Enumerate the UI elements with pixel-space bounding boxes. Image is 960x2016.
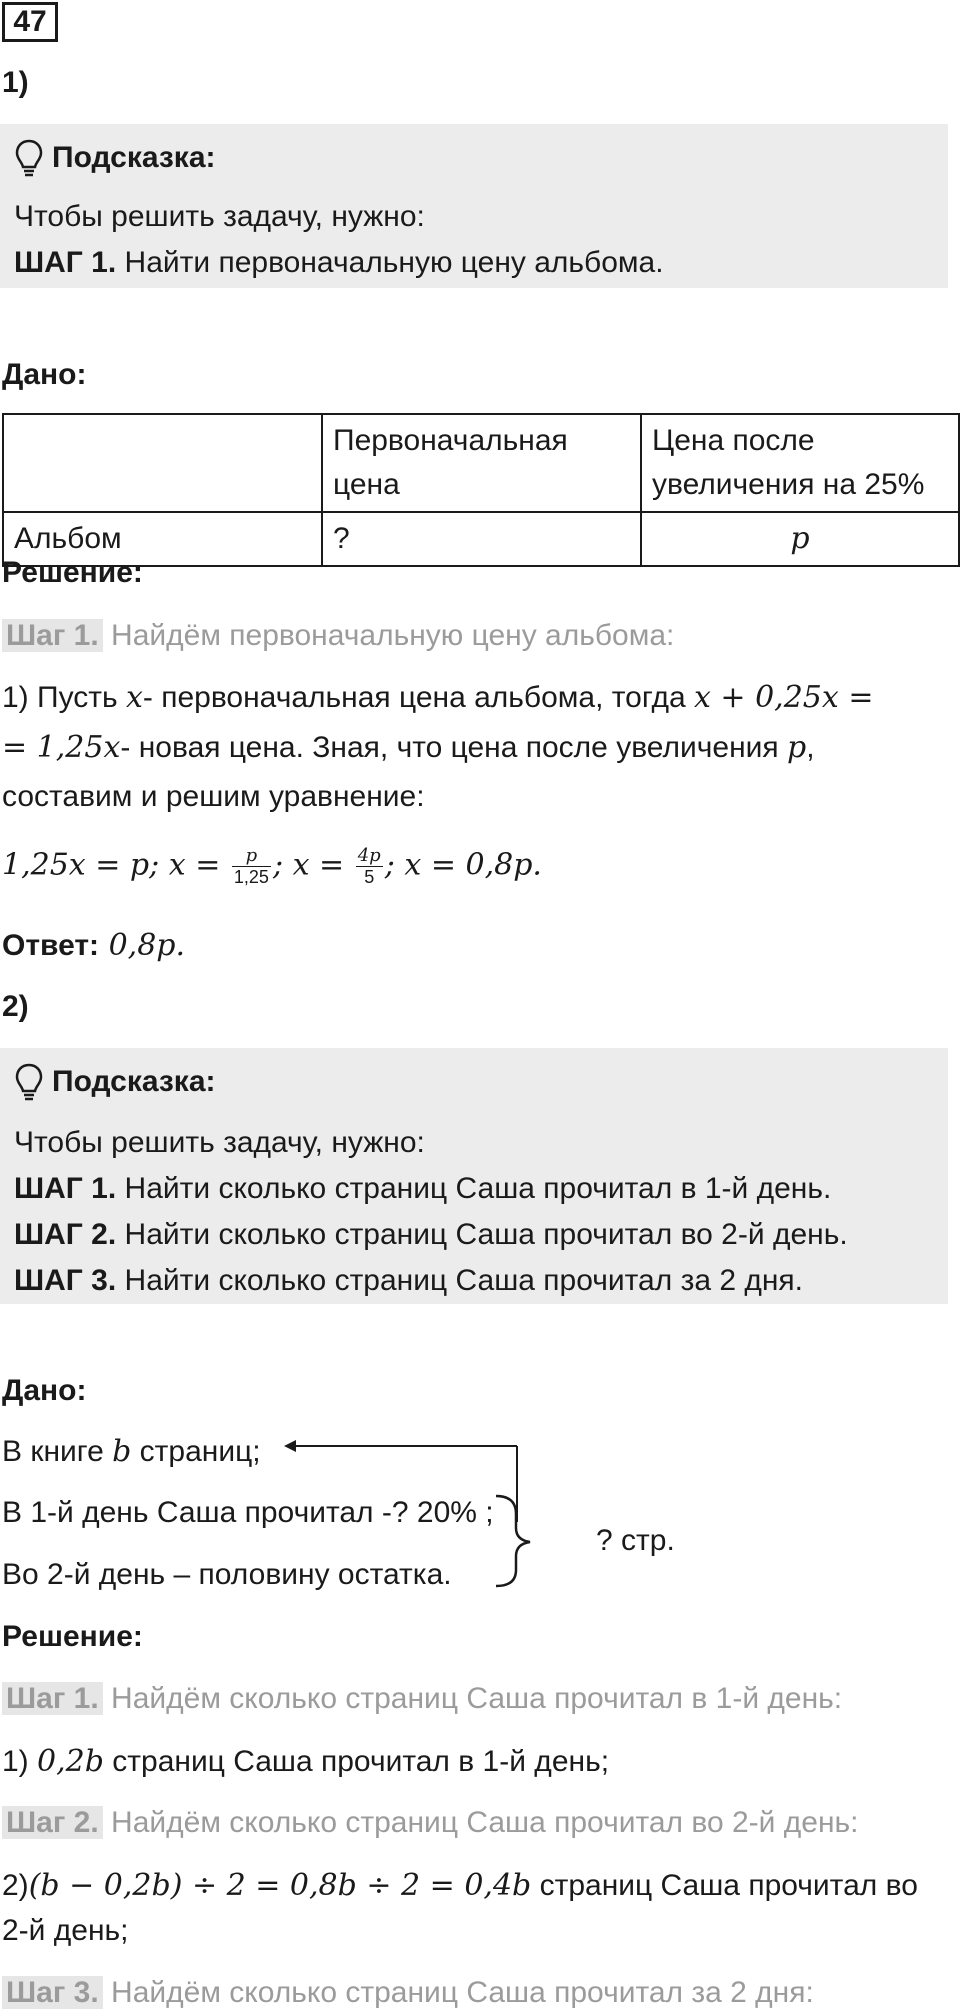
part1-given-table [2, 413, 960, 567]
brace-label: ? стр. [596, 1524, 675, 1557]
part2-step1-header: Шаг 1. Найдём сколько страниц Саша прочитал в 1-й день: [2, 1682, 842, 1716]
part1-given-label: Дано: [2, 358, 87, 391]
part2-hint-step3: ШАГ 3. Найти сколько страниц Саша прочитал за 2 дня. [14, 1264, 804, 1297]
part1-step1-header: Шаг 1. Найдём первоначальную цену альбома: [2, 619, 674, 653]
part2-step2-header: Шаг 2. Найдём сколько страниц Саша прочитал во 2-й день: [2, 1806, 859, 1840]
part1-label: 1) [2, 66, 29, 99]
part2-given-label: Дано: [2, 1374, 87, 1407]
table-cell: Альбом [3, 512, 322, 566]
lightbulb-icon [14, 138, 44, 178]
fraction: $\frac{4p}{5}$ [357, 845, 381, 887]
curly-brace [496, 1496, 530, 1586]
part2-given2: В 1-й день Саша прочитал -? 20% ; [2, 1496, 494, 1529]
part2-solution2-cont: 2-й день; [2, 1914, 129, 1947]
part2-label: 2) [2, 990, 29, 1023]
problem-number: 47 [2, 2, 58, 42]
table-row [3, 512, 959, 566]
table-cell: ? [322, 512, 641, 566]
part1-line3: составим и решим уравнение: [2, 780, 425, 813]
part1-hint-box [0, 124, 948, 288]
part2-solution1: 1) 0,2b страниц Саша прочитал в 1-й день; [2, 1744, 610, 1779]
table-header-row [3, 414, 959, 512]
part2-given1: В книге b страниц; [2, 1434, 261, 1469]
part1-solution-label: Решение: [2, 556, 143, 589]
part2-solution2: 2)(b − 0,2b) ÷ 2 = 0,8b ÷ 2 = 0,4b страниц Саша прочитал во [2, 1868, 918, 1903]
part2-hint-step2: ШАГ 2. Найти сколько страниц Саша прочитал во 2-й день. [14, 1218, 848, 1251]
part2-hint-intro: Чтобы решить задачу, нужно: [14, 1126, 425, 1159]
table-cell: Цена после увеличения на 25% [641, 414, 959, 512]
part1-line1: 1) Пусть x- первоначальная цена альбома, тогда x + 0,25x = [2, 680, 874, 715]
part2-hint-title: Подсказка: [14, 1062, 216, 1102]
arrow-head [284, 1440, 296, 1452]
part1-equation: 1,25x = p; x = $\frac{p}{1,25}$ ; x = $\frac{4p}{5}$ ; x = 0,8p. [2, 845, 542, 887]
part1-line2: = 1,25x- новая цена. Зная, что цена после увеличения p, [2, 730, 815, 765]
part1-hint-step1: ШАГ 1. Найти первоначальную цену альбома. [14, 246, 664, 279]
part2-hint-step1: ШАГ 1. Найти сколько страниц Саша прочитал в 1-й день. [14, 1172, 832, 1205]
table-cell: p [641, 512, 959, 566]
part1-hint-title: Подсказка: [14, 138, 216, 178]
part1-hint-intro: Чтобы решить задачу, нужно: [14, 200, 425, 233]
table-cell: Первоначальная цена [322, 414, 641, 512]
given-diagram [280, 1430, 540, 1590]
part2-step3-header: Шаг 3. Найдём сколько страниц Саша прочитал за 2 дня: [2, 1976, 814, 2010]
fraction: $\frac{p}{1,25}$ [233, 845, 269, 887]
part2-given3: Во 2-й день – половину остатка. [2, 1558, 452, 1591]
part2-hint-box [0, 1048, 948, 1304]
part2-solution-label: Решение: [2, 1620, 143, 1653]
part1-answer: Ответ: 0,8p. [2, 928, 186, 963]
table-cell [3, 414, 322, 512]
lightbulb-icon [14, 1062, 44, 1102]
